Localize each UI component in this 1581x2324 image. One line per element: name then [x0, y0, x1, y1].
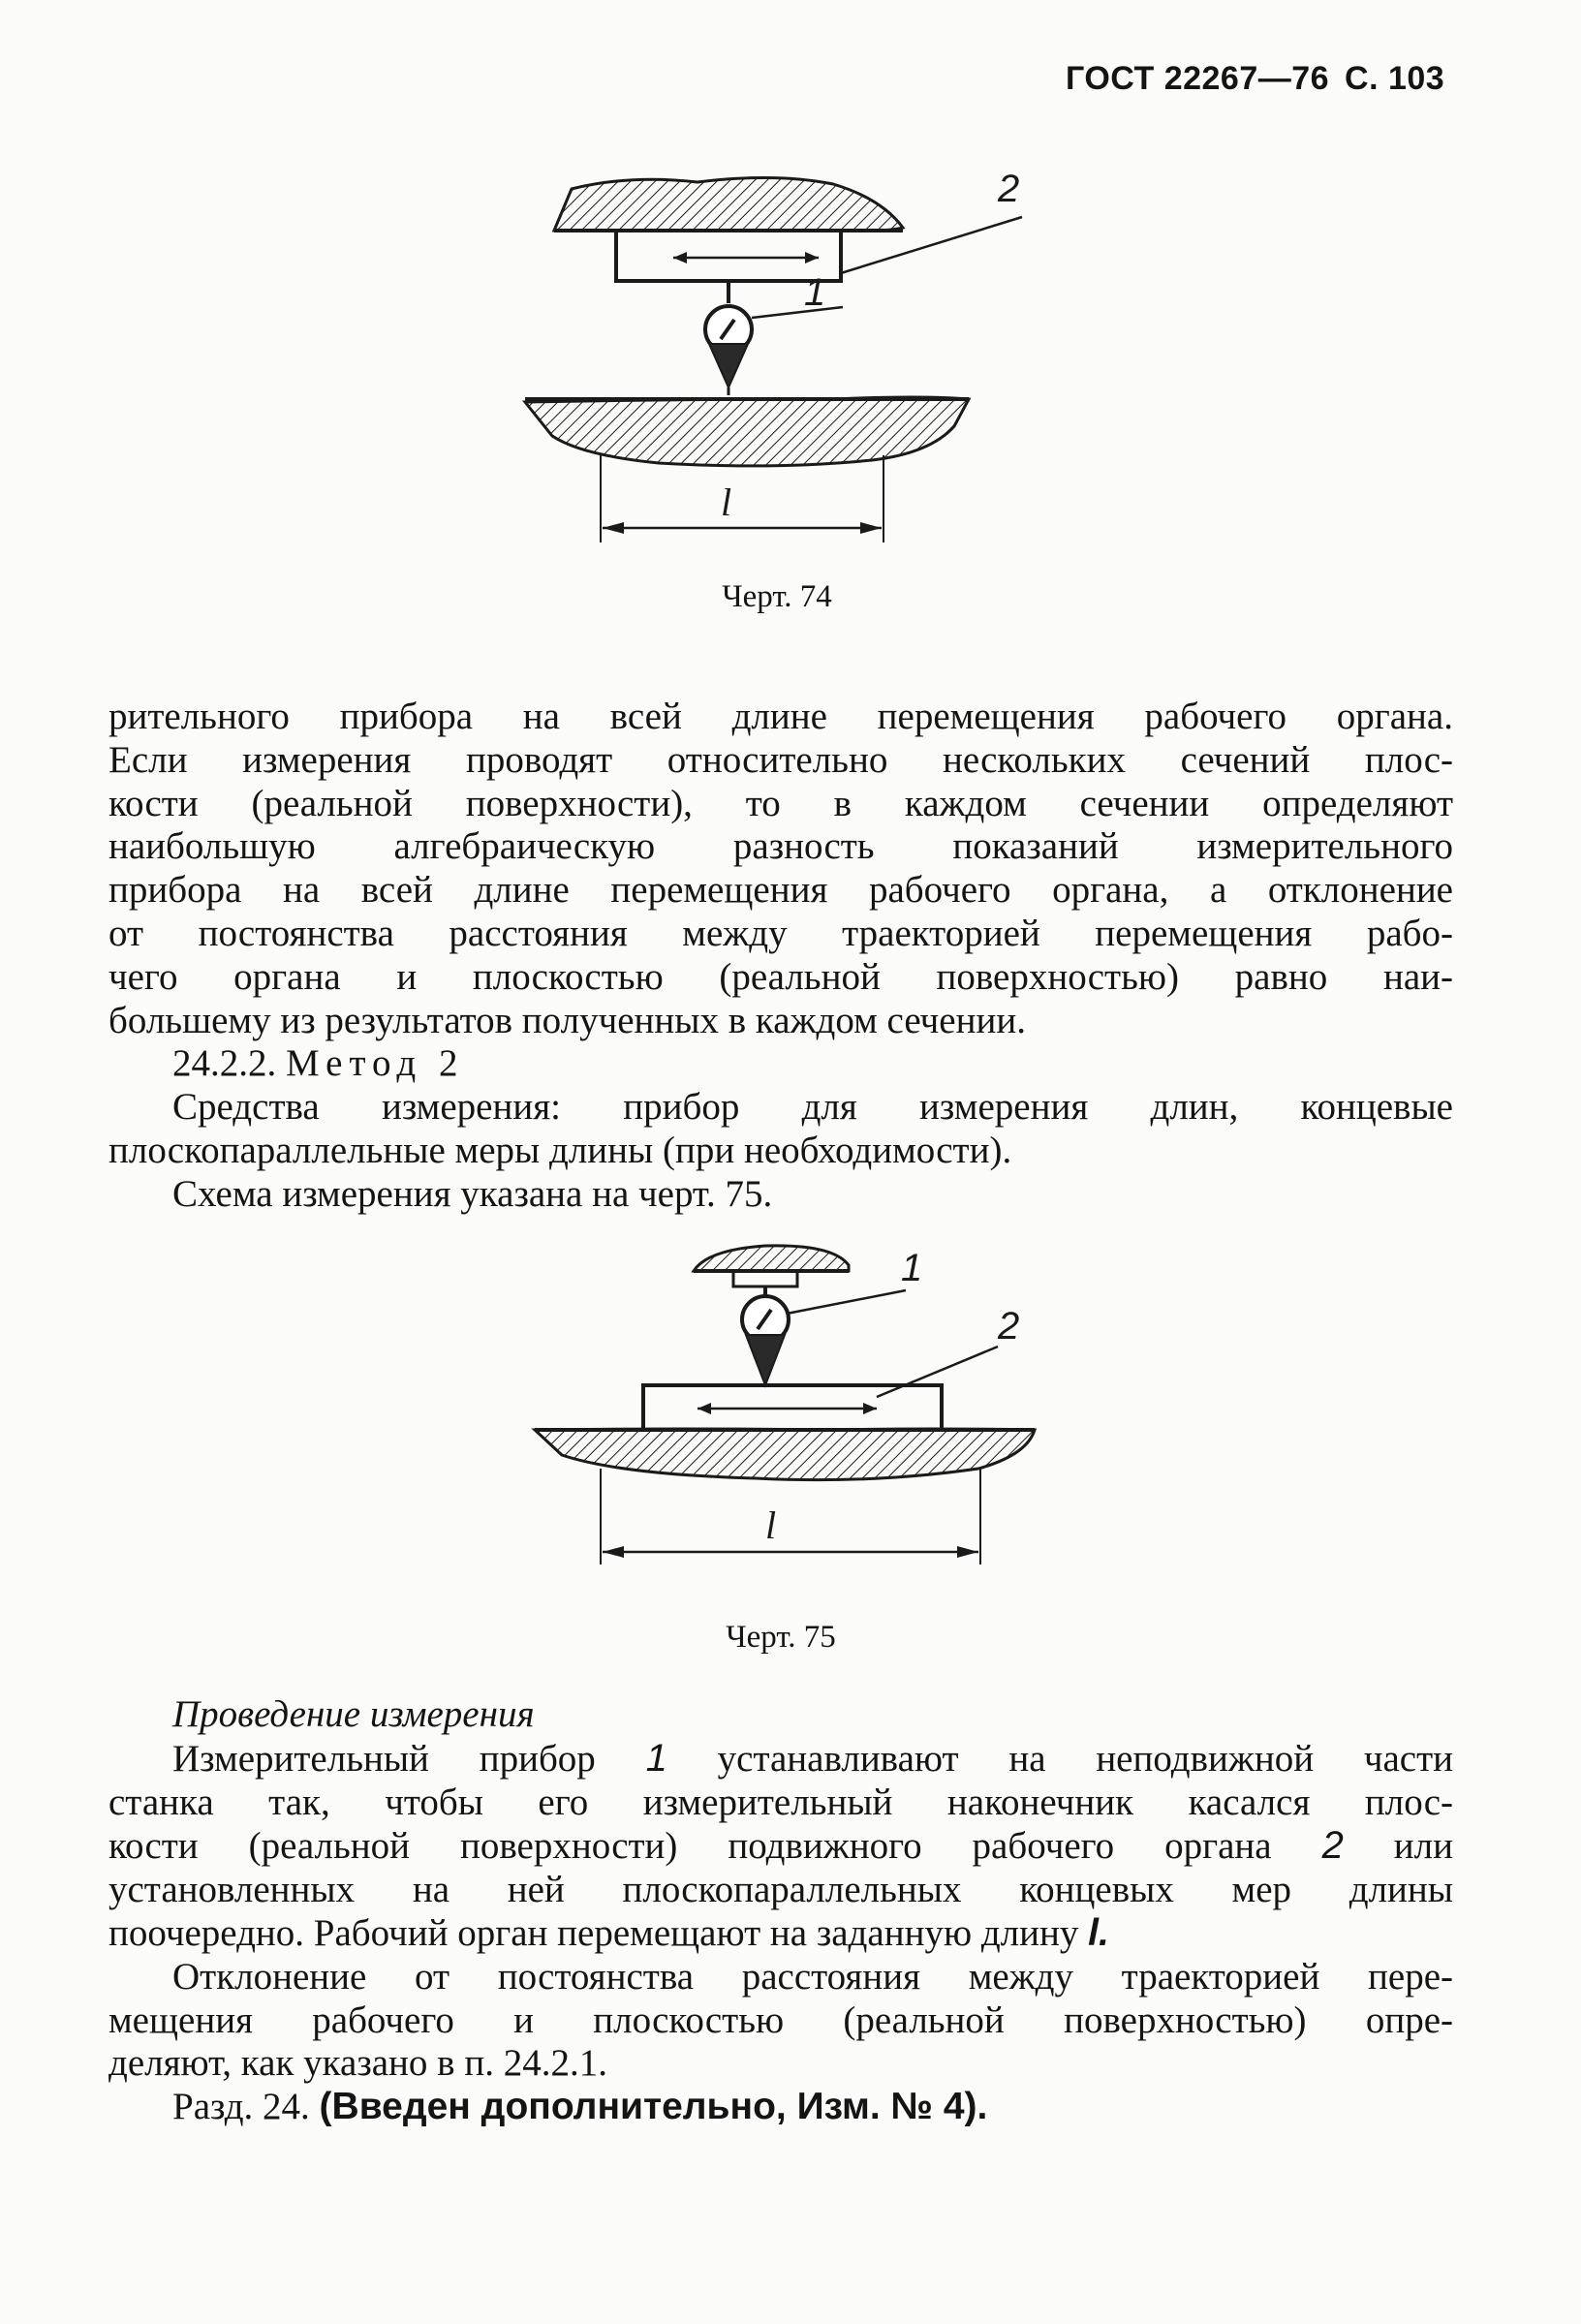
text-fragment: Измерительный прибор: [172, 1737, 646, 1780]
text-fragment: или: [1343, 1825, 1453, 1868]
callout-1: 1: [901, 1247, 923, 1289]
text-line: Средства измерения: прибор для измерения длин, концевые: [172, 1086, 1453, 1129]
figure-75-drawing: [0, 1230, 1581, 1598]
text-line: [108, 1824, 1453, 1869]
page-number: С. 103: [1345, 60, 1445, 97]
section-ref: Разд. 24.: [172, 2086, 320, 2128]
fixed-body-top: [694, 1246, 849, 1271]
length-label: l: [721, 480, 732, 524]
text-line: [108, 1737, 1453, 1782]
text-line: [108, 1912, 1453, 1956]
text-line: наибольшую алгебраическую разность показаний измерительного: [108, 825, 1453, 868]
text-line: рительного прибора на всей длине перемещения рабочего органа.: [108, 696, 1453, 737]
text-line: деляют, как указано в п. 24.2.1.: [108, 2042, 607, 2085]
figure-74: [0, 145, 1581, 552]
length-label: l: [765, 1503, 777, 1547]
text-fragment: поочередно. Рабочий орган перемещают на заданную длину: [108, 1911, 1089, 1954]
figure-74-caption: Черт. 74: [722, 579, 832, 614]
text-line: чего органа и плоскостью (реальной поверхностью) равно наи-: [108, 955, 1453, 998]
text-line: станка так, чтобы его измерительный наконечник касался плос-: [108, 1781, 1453, 1823]
text-line: прибора на всей длине перемещения рабочего органа, а отклонение: [108, 869, 1453, 912]
callout-2: 2: [998, 168, 1020, 210]
fixed-body-top: [554, 177, 903, 231]
text-fragment: устанавливают на неподвижной части: [666, 1737, 1453, 1780]
workpiece-bottom: [525, 397, 969, 466]
standard-number: ГОСТ 22267—76: [1066, 60, 1330, 97]
callout-2: 2: [998, 1305, 1020, 1348]
ref-number: 1: [645, 1736, 667, 1780]
figure-75-caption: Черт. 75: [726, 1620, 836, 1655]
ref-number: 2: [1321, 1824, 1344, 1868]
text-line: мещения рабочего и плоскостью (реальной поверхностью) опре-: [108, 1999, 1453, 2041]
text-line: большему из результатов полученных в каждом сечении.: [108, 999, 1026, 1041]
text-line: Если измерения проводят относительно нескольких сечений плос-: [108, 738, 1453, 781]
paragraph-continuation: [108, 696, 1453, 1217]
callout-1: 1: [804, 271, 826, 314]
section-heading: Проведение измерения: [172, 1693, 535, 1735]
method-heading: [108, 1042, 1453, 1086]
amendment-text: (Введен дополнительно, Изм. № 4).: [319, 2086, 988, 2128]
workpiece-bottom: [535, 1429, 1035, 1480]
method-title: Метод 2: [286, 1042, 465, 1085]
figure-75: [0, 1230, 1581, 1598]
text-line: установленных на ней плоскопараллельных концевых мер длины: [108, 1869, 1453, 1911]
procedure-section: [108, 1693, 1453, 2129]
text-line: от постоянства расстояния между траекторией перемещения рабо-: [108, 912, 1453, 954]
figure-74-drawing: [0, 145, 1581, 552]
method-number: 24.2.2.: [172, 1042, 277, 1085]
text-line: Схема измерения указана на черт. 75.: [172, 1172, 773, 1215]
text-line: кости (реальной поверхности), то в каждом сечении определяют: [108, 782, 1453, 824]
text-line: плоскопараллельные меры длины (при необходимости).: [108, 1129, 1012, 1171]
text-fragment: кости (реальной поверхности) подвижного рабочего органа: [108, 1825, 1322, 1868]
length-ref: l.: [1088, 1911, 1109, 1954]
text-line: Отклонение от постоянства расстояния между траекторией пере-: [172, 1955, 1453, 1998]
page-header: [1066, 60, 1444, 98]
amendment-note: [108, 2086, 1453, 2129]
